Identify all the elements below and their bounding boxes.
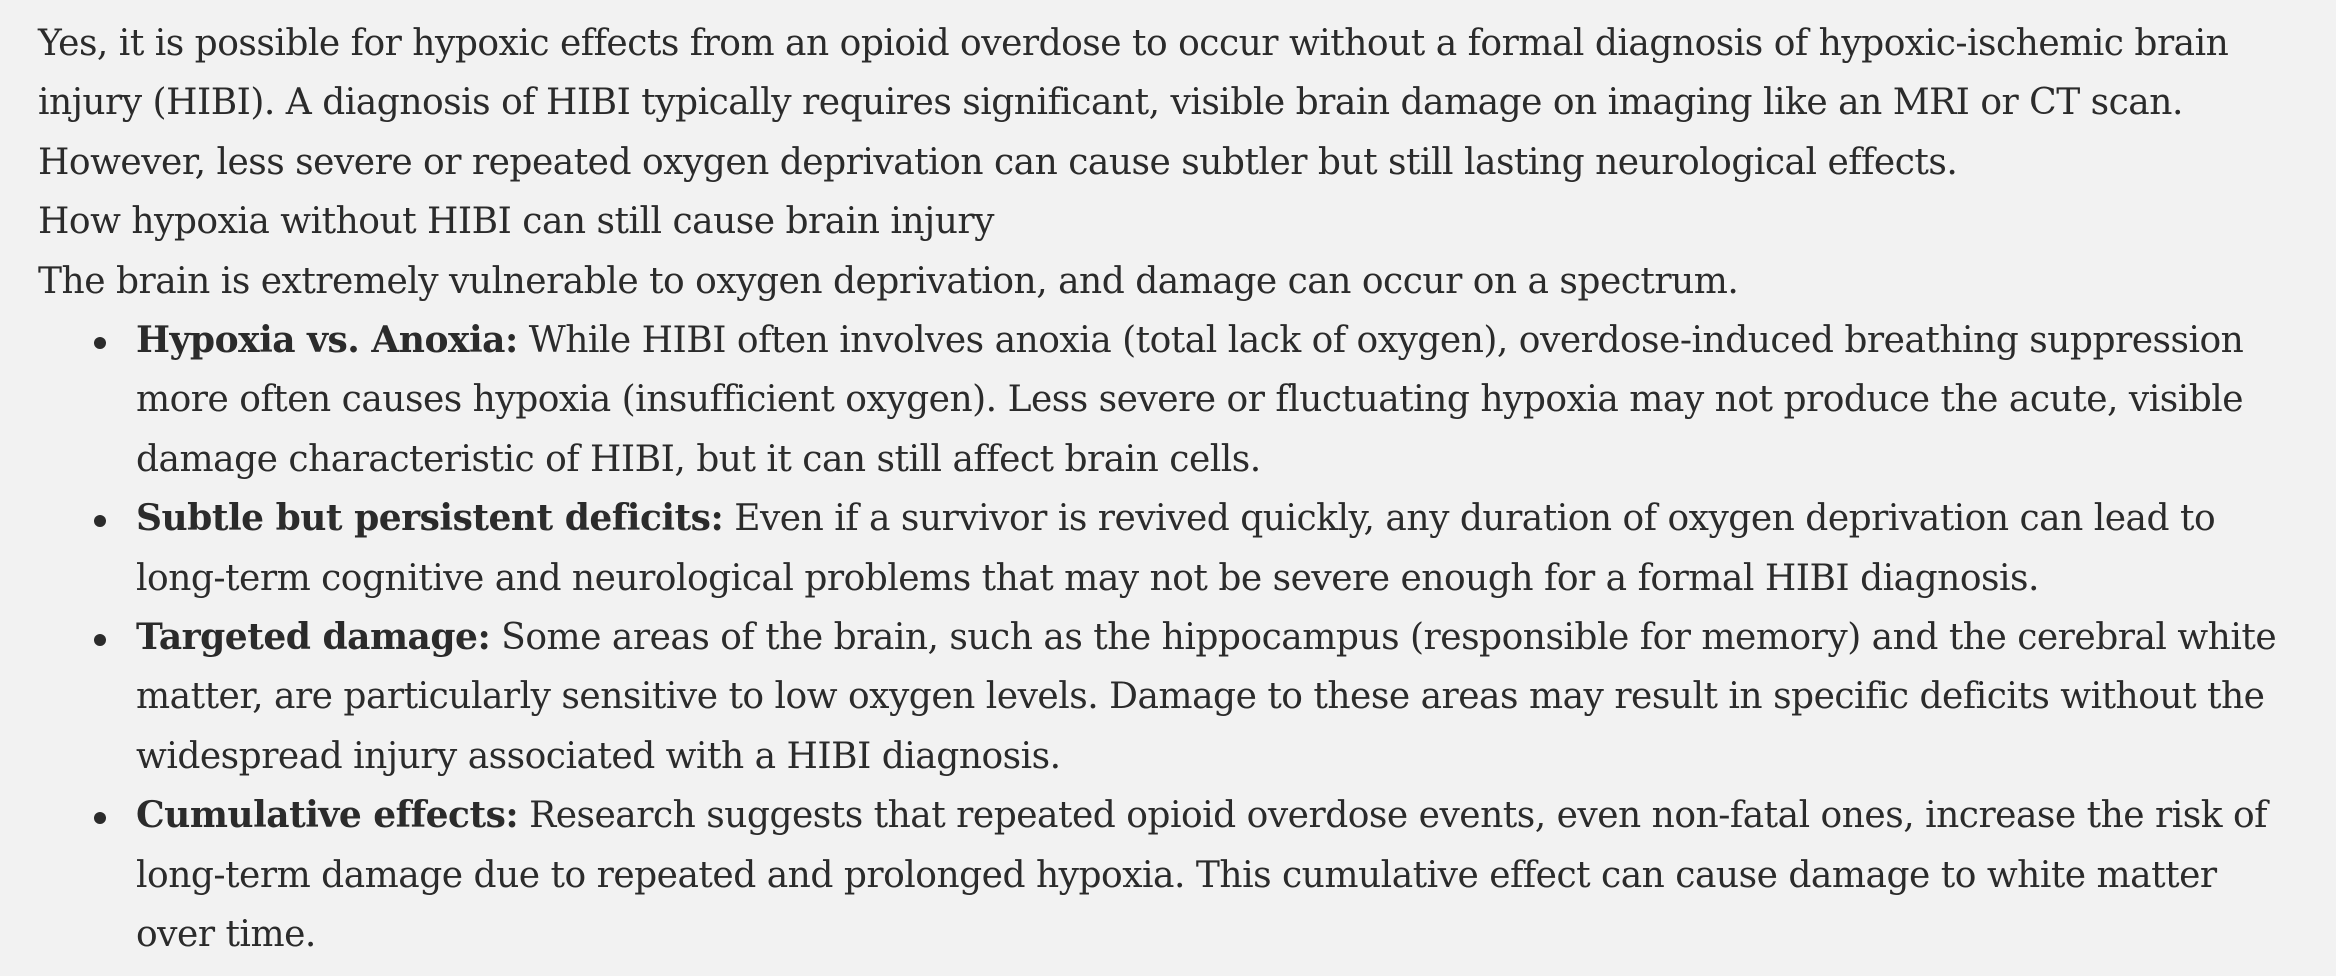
section-heading: How hypoxia without HIBI can still cause brain injury (38, 201, 994, 243)
list-item (136, 786, 2300, 964)
list-item (136, 489, 2300, 608)
list-item (136, 311, 2300, 489)
list-item-term: Cumulative effects: (136, 794, 519, 837)
intro-paragraph: Yes, it is possible for hypoxic effects from an opioid overdose to occur without a formal diagnosis of hypoxic-ischemic brain injury (HIBI). A diagnosis of HIBI typically requires significant, visible brain damage on imaging like an MRI or CT scan. However, less severe or repeated oxygen deprivation can cause subtler but still lasting neurological effects. (38, 23, 2229, 183)
bullet-dot-icon (94, 337, 106, 349)
lead-paragraph: The brain is extremely vulnerable to oxygen deprivation, and damage can occur on a spectrum. (38, 260, 1739, 302)
list-item-term: Subtle but persistent deficits: (136, 497, 724, 540)
list-item-text: Even if a survivor is revived quickly, any duration of oxygen deprivation can lead to long-term cognitive and neurological problems that may not be severe enough for a formal HIBI diagnosis. (136, 498, 2216, 599)
list-item-text: While HIBI often involves anoxia (total lack of oxygen), overdose-induced breathing suppression more often causes hypoxia (insufficient oxygen). Less severe or fluctuating hypoxia may not produce the acute, visible damage characteristic of HIBI, but it can still affect brain cells. (136, 320, 2244, 480)
bullet-dot-icon (94, 515, 106, 527)
bullet-list (38, 311, 2300, 964)
list-item (136, 608, 2300, 786)
list-item-term: Targeted damage: (136, 616, 491, 659)
list-item-text: Research suggests that repeated opioid overdose events, even non-fatal ones, increase the risk of long-term damage due to repeated and prolonged hypoxia. This cumulative effect can cause damage to white matter over time. (136, 795, 2267, 956)
bullet-dot-icon (94, 634, 106, 646)
bullet-dot-icon (94, 812, 106, 824)
list-item-text: Some areas of the brain, such as the hippocampus (responsible for memory) and the cerebral white matter, are particularly sensitive to low oxygen levels. Damage to these areas may result in specific deficits without the widespread injury associated with a HIBI diagnosis. (136, 617, 2277, 777)
list-item-term: Hypoxia vs. Anoxia: (136, 319, 518, 362)
